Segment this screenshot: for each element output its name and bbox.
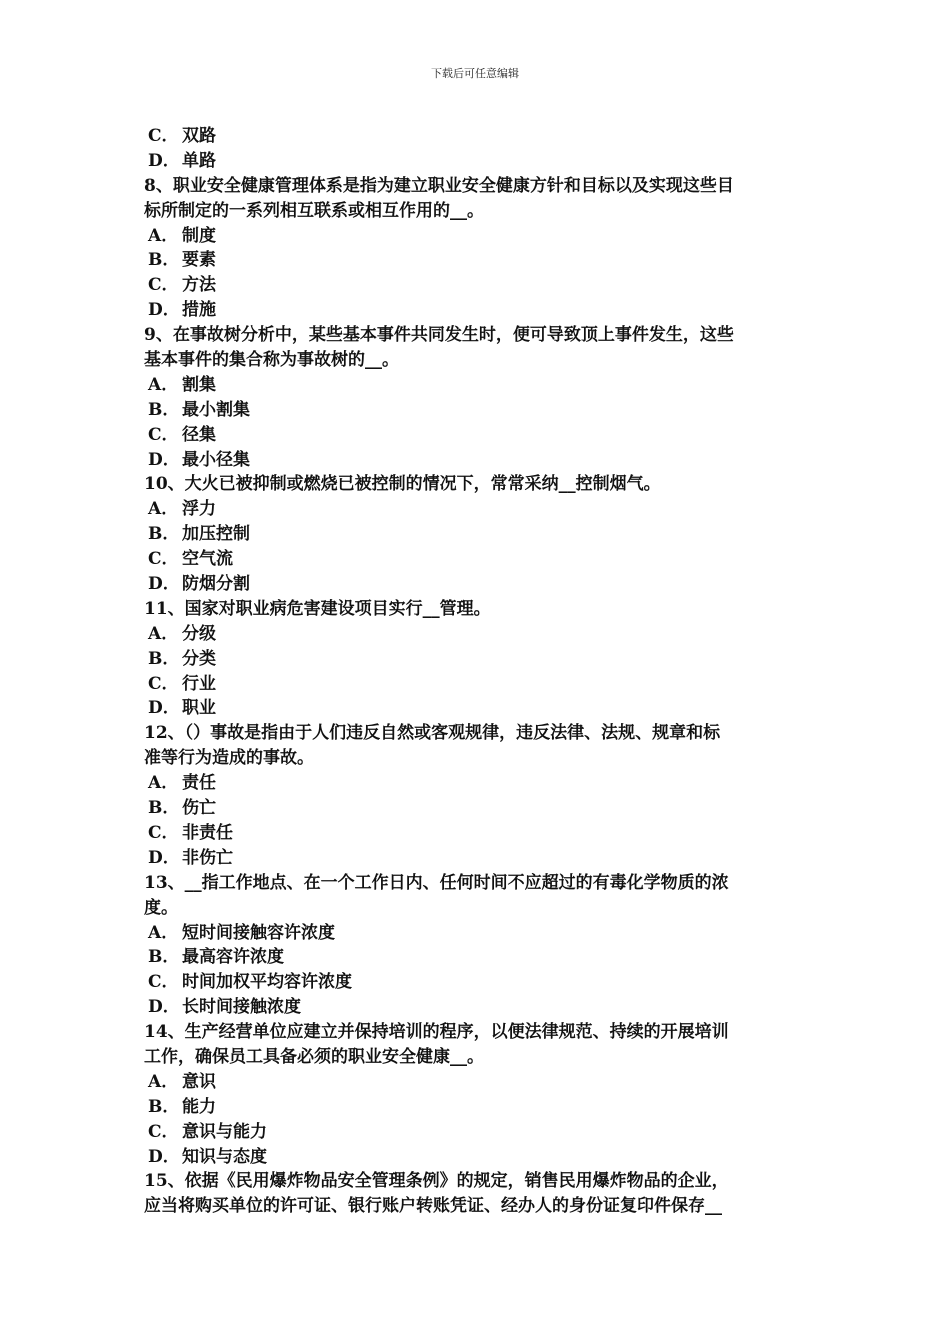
answer-option	[144, 248, 808, 273]
page-header: 下载后可任意编辑	[431, 67, 519, 80]
answer-option	[144, 373, 808, 398]
option-letter: D．	[148, 847, 180, 868]
question-text: 9、在事故树分析中，某些基本事件共同发生时，便可导致顶上事件发生，这些	[144, 325, 734, 346]
option-letter: B．	[148, 947, 180, 968]
option-text: 要素	[182, 250, 216, 271]
option-letter: B．	[148, 648, 180, 669]
option-text: 时间加权平均容许浓度	[182, 972, 352, 993]
option-text: 责任	[182, 773, 216, 794]
answer-option	[144, 124, 808, 149]
answer-option	[144, 647, 808, 672]
option-letter: C．	[148, 822, 179, 843]
answer-option	[144, 995, 808, 1020]
option-letter: A．	[148, 499, 179, 520]
option-letter: B．	[148, 524, 180, 545]
option-text: 措施	[182, 300, 216, 321]
answer-option	[144, 696, 808, 721]
option-letter: C．	[148, 673, 179, 694]
option-letter: C．	[148, 972, 179, 993]
option-letter: D．	[148, 997, 180, 1018]
option-letter: A．	[148, 374, 179, 395]
answer-option	[144, 448, 808, 473]
option-letter: A．	[148, 623, 179, 644]
option-letter: B．	[148, 399, 180, 420]
option-letter: A．	[148, 773, 179, 794]
answer-option	[144, 1070, 808, 1095]
option-letter: C．	[148, 424, 179, 445]
option-text: 长时间接触浓度	[182, 997, 301, 1018]
option-text: 制度	[182, 225, 216, 246]
option-text: 意识	[182, 1071, 216, 1092]
option-letter: D．	[148, 1146, 180, 1167]
question-text: 应当将购买单位的许可证、银行账户转账凭证、经办人的身份证复印件保存__	[144, 1196, 722, 1217]
option-text: 浮力	[182, 499, 216, 520]
option-letter: A．	[148, 922, 179, 943]
answer-option	[144, 572, 808, 597]
answer-option	[144, 1095, 808, 1120]
option-text: 伤亡	[182, 798, 216, 819]
answer-option	[144, 1120, 808, 1145]
option-text: 防烟分割	[182, 574, 250, 595]
answer-option	[144, 846, 808, 871]
answer-option	[144, 796, 808, 821]
answer-option	[144, 821, 808, 846]
option-letter: C．	[148, 1121, 179, 1142]
option-text: 双路	[182, 126, 216, 146]
option-letter: C．	[148, 275, 179, 296]
question-text: 准等行为造成的事故。	[144, 748, 314, 769]
option-letter: C．	[148, 549, 179, 570]
answer-option	[144, 149, 808, 174]
question-text: 15、依据《民用爆炸物品安全管理条例》的规定，销售民用爆炸物品的企业，	[144, 1171, 729, 1192]
answer-option	[144, 423, 808, 448]
option-text: 最高容许浓度	[182, 947, 284, 968]
option-letter: B．	[148, 798, 180, 819]
option-letter: B．	[148, 250, 180, 271]
question-text: 工作，确保员工具备必须的职业安全健康__。	[144, 1046, 484, 1067]
option-text: 非责任	[182, 822, 233, 843]
option-text: 知识与态度	[182, 1146, 267, 1167]
option-letter: D．	[148, 300, 180, 321]
option-text: 非伤亡	[182, 847, 233, 868]
option-letter: A．	[148, 1071, 179, 1092]
option-text: 分类	[182, 648, 216, 669]
question-text: 11、国家对职业病危害建设项目实行__管理。	[144, 598, 491, 619]
option-text: 最小割集	[182, 399, 250, 420]
question-text: 10、大火已被抑制或燃烧已被控制的情况下，常常采纳__控制烟气。	[144, 474, 661, 495]
answer-option	[144, 547, 808, 572]
option-text: 行业	[182, 673, 216, 694]
option-text: 最小径集	[182, 449, 250, 470]
answer-option	[144, 622, 808, 647]
option-letter: B．	[148, 1096, 180, 1117]
option-text: 分级	[182, 623, 216, 644]
question-text: 8、职业安全健康管理体系是指为建立职业安全健康方针和目标以及实现这些目	[144, 175, 734, 196]
option-letter: D．	[148, 574, 180, 595]
option-letter: D．	[148, 698, 180, 719]
answer-option	[144, 970, 808, 995]
answer-option	[144, 497, 808, 522]
option-text: 方法	[182, 275, 216, 296]
option-text: 空气流	[182, 549, 233, 570]
question-list	[144, 124, 808, 1219]
option-letter: D．	[148, 150, 180, 171]
answer-option	[144, 224, 808, 249]
option-text: 职业	[182, 698, 216, 719]
answer-option	[144, 921, 808, 946]
answer-option	[144, 398, 808, 423]
answer-option	[144, 1145, 808, 1170]
question-text: 度。	[144, 897, 178, 918]
answer-option	[144, 273, 808, 298]
option-text: 径集	[182, 424, 216, 445]
option-text: 割集	[182, 374, 216, 395]
option-letter: A．	[148, 225, 179, 246]
answer-option	[144, 672, 808, 697]
option-text: 能力	[182, 1096, 216, 1117]
answer-option	[144, 945, 808, 970]
answer-option	[144, 298, 808, 323]
answer-option	[144, 522, 808, 547]
question-text: 14、生产经营单位应建立并保持培训的程序，以便法律规范、持续的开展培训	[144, 1022, 729, 1043]
option-text: 加压控制	[182, 524, 250, 545]
option-text: 单路	[182, 150, 216, 171]
option-text: 意识与能力	[182, 1121, 267, 1142]
question-text: 12、（）事故是指由于人们违反自然或客观规律，违反法律、法规、规章和标	[144, 723, 721, 744]
option-letter: D．	[148, 449, 180, 470]
answer-option	[144, 771, 808, 796]
question-text: 13、__指工作地点、在一个工作日内、任何时间不应超过的有毒化学物质的浓	[144, 872, 729, 893]
option-letter: C．	[148, 126, 179, 146]
question-text: 基本事件的集合称为事故树的__。	[144, 350, 399, 371]
option-text: 短时间接触容许浓度	[182, 922, 335, 943]
question-text: 标所制定的一系列相互联系或相互作用的__。	[144, 200, 484, 221]
